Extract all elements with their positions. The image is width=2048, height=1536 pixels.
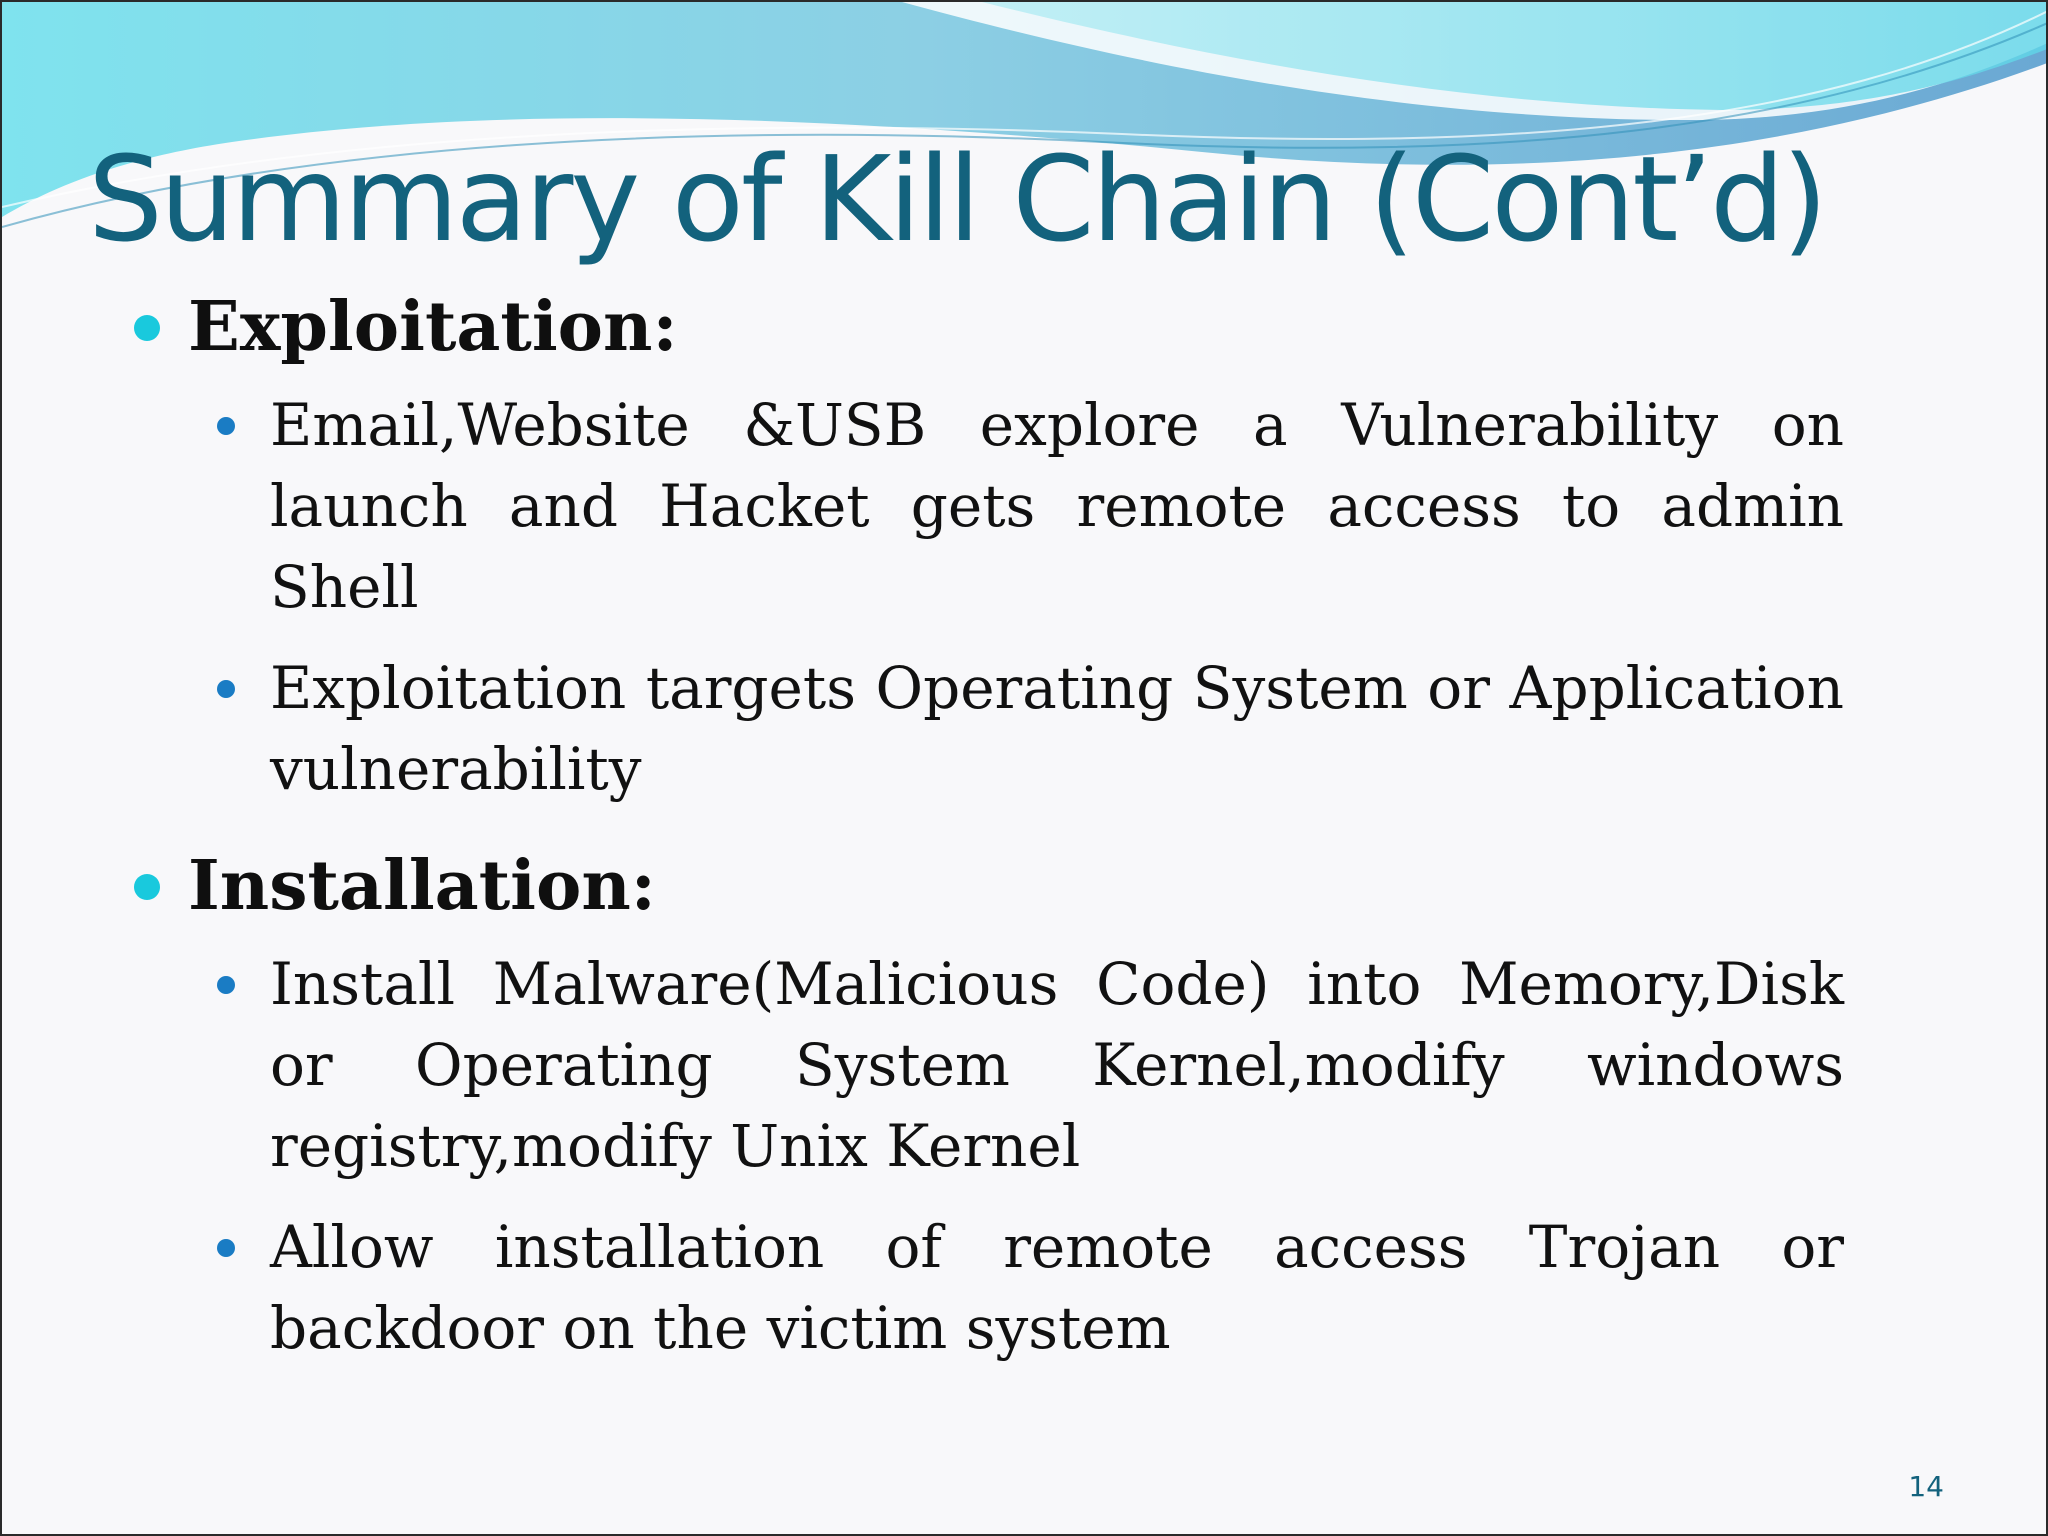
sub-bullet-text: Exploitation targets Operating System or Application vulnerability — [270, 654, 1844, 803]
sub-bullet-item — [270, 385, 1844, 628]
sub-bullet-item — [270, 944, 1844, 1187]
sub-bullet-item — [270, 1207, 1844, 1369]
sub-bullet-text: Allow installation of remote access Trojan or backdoor on the victim system — [270, 1213, 1844, 1362]
sub-bullet-item — [270, 648, 1844, 810]
exploitation-sub-bullets — [130, 385, 1844, 810]
section-heading: Installation: — [188, 846, 656, 926]
bullet-dot-icon — [134, 315, 160, 341]
page-number: 14 — [1908, 1470, 1944, 1503]
sub-bullet-text: Install Malware(Malicious Code) into Memory,Disk or Operating System Kernel,modify windows registry,modify Unix Kernel — [270, 950, 1844, 1180]
bullet-heading-installation — [130, 844, 1844, 928]
bullet-heading-exploitation — [130, 285, 1844, 369]
bullet-dot-icon — [217, 417, 235, 435]
bullet-dot-icon — [217, 1239, 235, 1257]
sub-bullet-text: Email,Website &USB explore a Vulnerability on launch and Hacket gets remote access to admin Shell — [270, 391, 1844, 621]
slide-title: Summary of Kill Chain (Cont’d) — [88, 130, 1825, 268]
bullet-dot-icon — [217, 976, 235, 994]
section-heading: Exploitation: — [188, 287, 678, 367]
bullet-dot-icon — [134, 874, 160, 900]
bullet-dot-icon — [217, 680, 235, 698]
slide-body — [130, 285, 1844, 1389]
installation-sub-bullets — [130, 944, 1844, 1369]
